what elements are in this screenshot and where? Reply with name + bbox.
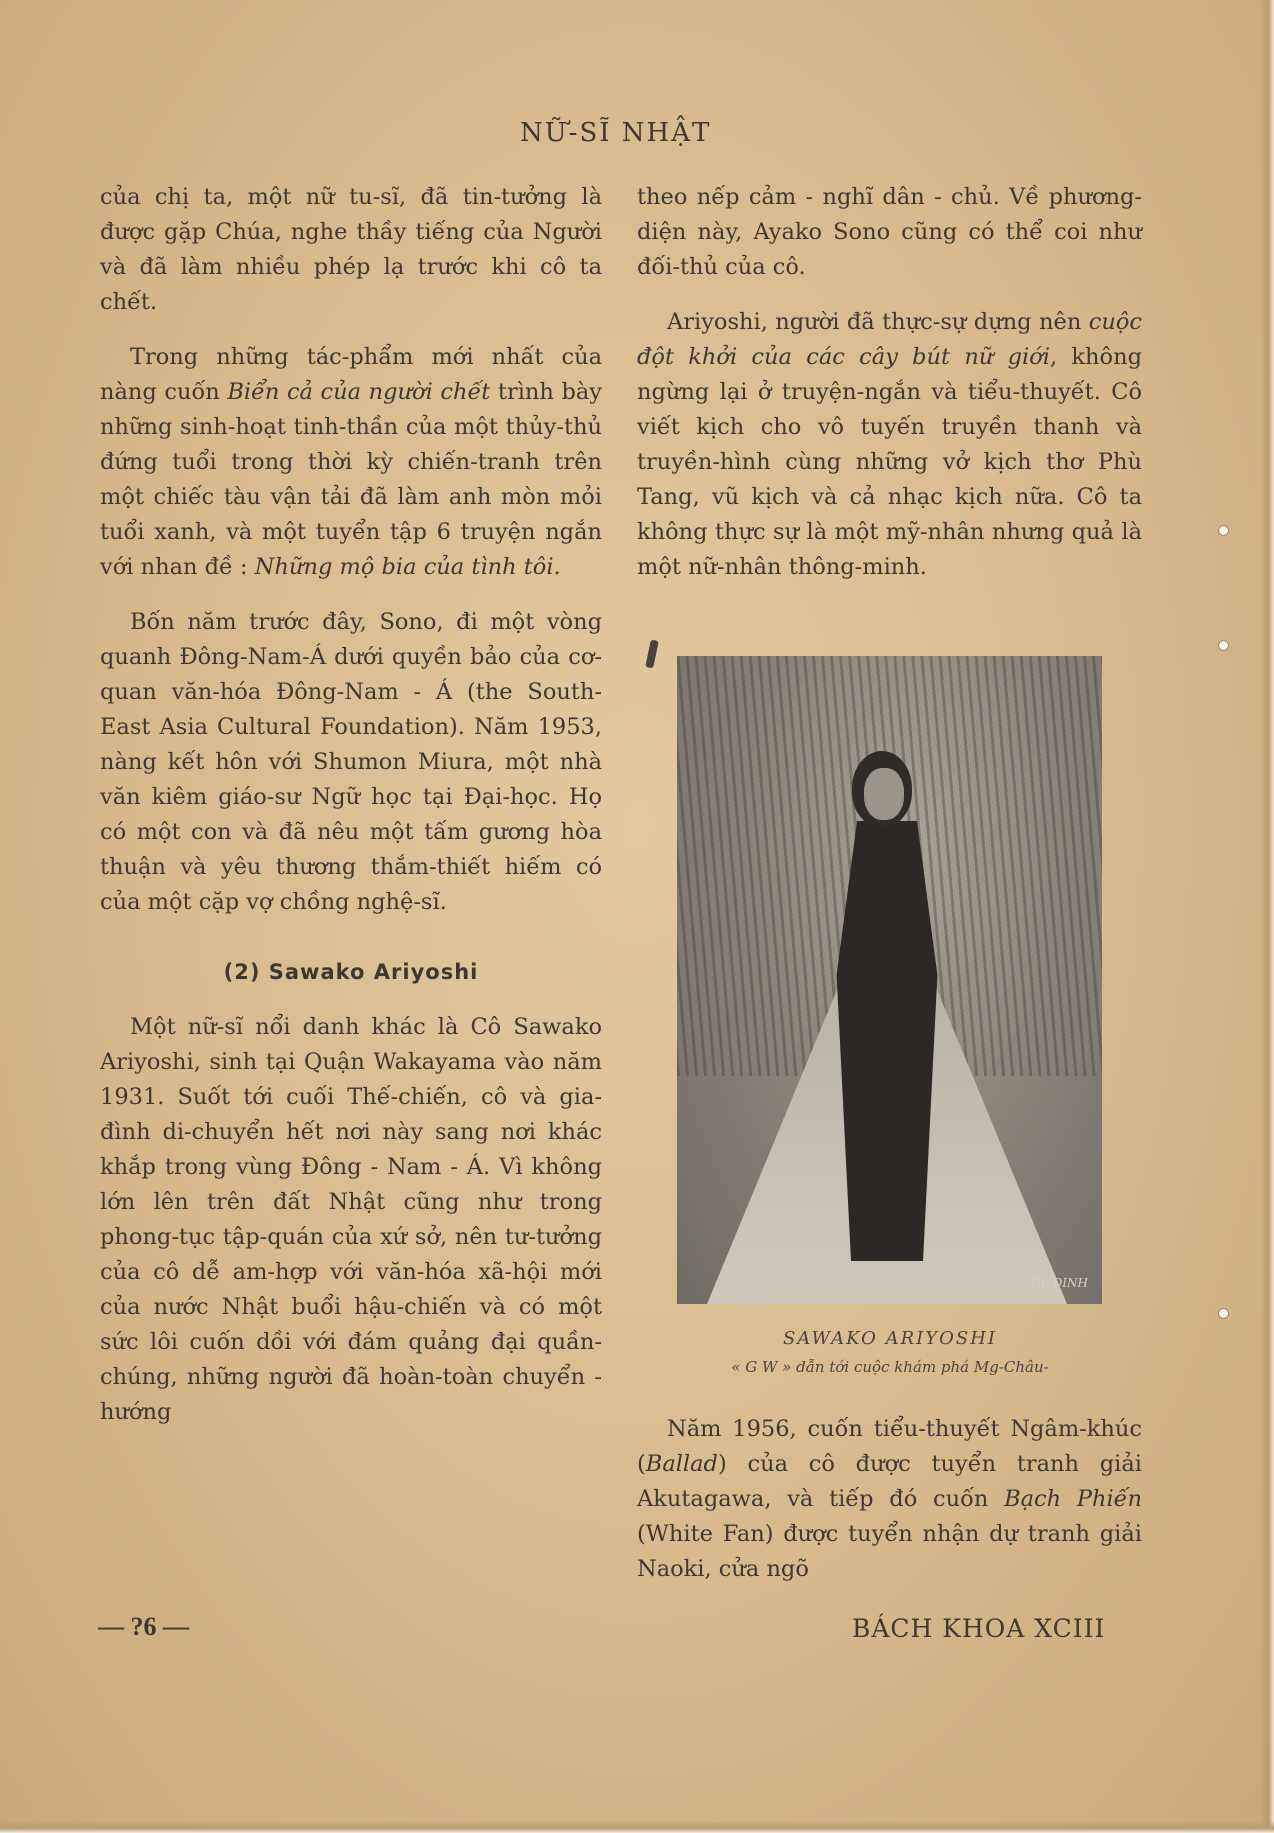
section-heading: (2) Sawako Ariyoshi [223,960,479,984]
magazine-name: BÁCH KHOA XCIII [852,1614,1106,1643]
page-edge-bottom [0,1821,1274,1833]
paragraph: Một nữ-sĩ nổi danh khác là Cô Sawako Ariyoshi, sinh tại Quận Wakayama vào năm 1931. Suốt tới cuối Thế-chiến, cô và gia-đình di-chuyển hết nơi này sang nơi khác khắp trong vùng Đông - Nam - Á. Vì không lớn lên trên đất Nhật cũng như trong phong-tục tập-quán của xứ sở, nên tư-tưởng của cô dễ am-hợp với văn-hóa xã-hội mới của nước Nhật buổi hậu-chiến và có một sức lôi cuốn dồi với đám quảng đại quần-chúng, những người đã hoàn-toàn chuyển - hướng [100,1014,602,1425]
book-title: Ballad [645,1451,718,1477]
running-title: NỮ-SĨ NHẬT [520,118,712,148]
paragraph: của chị ta, một nữ tu-sĩ, đã tin-tưởng là được gặp Chúa, nghe thầy tiếng của Người và đã làm nhiều phép lạ trước khi cô ta chết. [100,184,602,315]
photo-figure-face [864,768,904,820]
italic-phrase: cuộc đột khởi của các cây bút nữ giới [637,309,1142,370]
binding-hole [1218,640,1229,651]
photo-credit: GL.DINH [1031,1276,1088,1290]
paragraph: Năm 1956, cuốn tiểu-thuyết Ngâm-khúc (Ballad) của cô được tuyển tranh giải Akutagawa, và tiếp đó cuốn Bạch Phiến (White Fan) được tuyển nhận dự tranh giải Naoki, cửa ngõ [637,1416,1142,1582]
photo-caption-sub: « G W » dẫn tới cuộc khám phá Mg-Châu- [731,1358,1049,1376]
portrait-photo [677,656,1102,1304]
photo-caption-name: SAWAKO ARIYOSHI [782,1328,998,1349]
right-column [637,180,1142,585]
paragraph: Trong những tác-phẩm mới nhất của nàng cuốn Biển cả của người chết trình bày những sinh-hoạt tinh-thần của một thủy-thủ đứng tuổi trong thời kỳ chiến-tranh trên một chiếc tàu vận tải đã làm anh mòn mỏi tuổi xanh, và một tuyển tập 6 truyện ngắn với nhan đề : Những mộ bia của tình tôi. [100,344,602,580]
page-number: — ?6 — [98,1612,189,1641]
book-title: Những mộ bia của tình tôi. [254,554,561,580]
book-title: Biển cả của người chết [227,379,491,405]
paragraph: Bốn năm trước đây, Sono, đi một vòng quanh Đông-Nam-Á dưới quyền bảo của cơ-quan văn-hóa Đông-Nam - Á (the South-East Asia Cultural Foundation). Năm 1953, nàng kết hôn với Shumon Miura, một nhà văn kiêm giáo-sư Ngữ học tại Đại-học. Họ có một con và đã nêu một tấm gương hòa thuận và yêu thương thắm-thiết hiếm có của một cặp vợ chồng nghệ-sĩ. [100,609,602,915]
left-column [100,180,602,1430]
page-edge [1260,0,1274,1833]
paragraph: theo nếp cảm - nghĩ dân - chủ. Về phương-diện này, Ayako Sono cũng có thể coi như đối-thủ của cô. [637,184,1142,280]
binding-hole [1218,525,1229,536]
binding-hole [1218,1308,1229,1319]
right-column-lower [637,1412,1142,1587]
book-title: Bạch Phiến [1004,1486,1142,1512]
paragraph: Ariyoshi, người đã thực-sự dựng nên cuộc đột khởi của các cây bút nữ giới, không ngừng lại ở truyện-ngắn và tiểu-thuyết. Cô viết kịch cho vô tuyến truyền thanh và truyền-hình cùng những vở kịch thơ Phù Tang, vũ kịch và cả nhạc kịch nữa. Cô ta không thực sự là một mỹ-nhân nhưng quả là một nữ-nhân thông-minh. [637,309,1142,580]
pencil-mark [645,639,659,668]
